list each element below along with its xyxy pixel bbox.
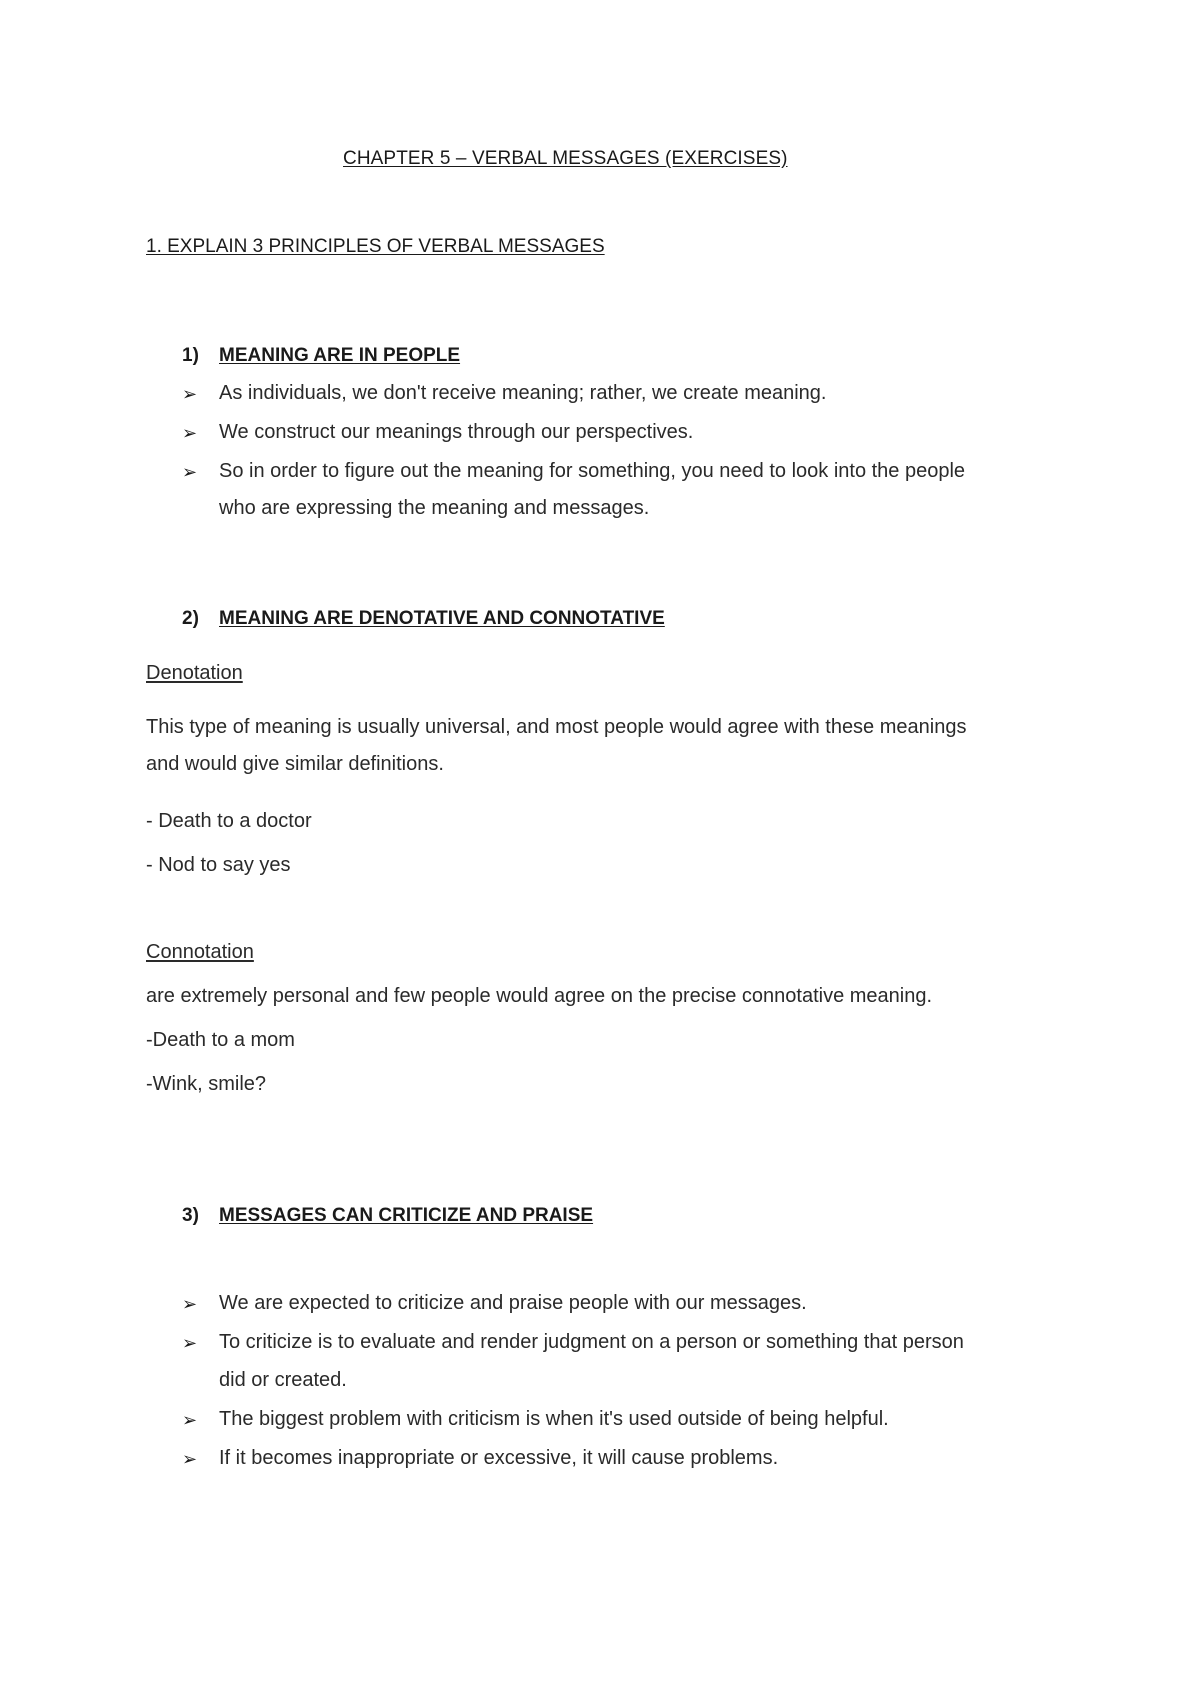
bullet-text-continued: who are expressing the meaning and messages. — [219, 497, 650, 519]
denotation-example: - Nod to say yes — [146, 854, 291, 876]
bullet-text: The biggest problem with criticism is when it's used outside of being helpful. — [219, 1408, 889, 1430]
denotation-label: Denotation — [146, 662, 243, 684]
bullet-text: So in order to figure out the meaning for something, you need to look into the people — [219, 460, 966, 482]
arrow-bullet-icon: ➢ — [182, 1449, 198, 1469]
arrow-bullet-icon: ➢ — [182, 1294, 198, 1314]
section-number: 3) — [182, 1205, 199, 1226]
arrow-bullet-icon: ➢ — [182, 423, 198, 443]
denotation-example: - Death to a doctor — [146, 810, 312, 832]
bullet-text: To criticize is to evaluate and render judgment on a person or something that person — [219, 1331, 964, 1353]
document-title: CHAPTER 5 – VERBAL MESSAGES (EXERCISES) — [343, 148, 788, 169]
question-heading: 1. EXPLAIN 3 PRINCIPLES OF VERBAL MESSAGES — [146, 236, 605, 257]
bullet-text: We construct our meanings through our perspectives. — [219, 421, 694, 443]
connotation-example: -Wink, smile? — [146, 1073, 267, 1095]
bullet-text: If it becomes inappropriate or excessive, it will cause problems. — [219, 1447, 779, 1469]
section-heading: MESSAGES CAN CRITICIZE AND PRAISE — [219, 1205, 594, 1226]
connotation-label: Connotation — [146, 941, 254, 963]
section-heading: MEANING ARE IN PEOPLE — [219, 345, 461, 366]
denotation-text: and would give similar definitions. — [146, 753, 444, 775]
section-number: 1) — [182, 345, 199, 366]
section-heading: MEANING ARE DENOTATIVE AND CONNOTATIVE — [219, 608, 665, 629]
section-number: 2) — [182, 608, 199, 629]
arrow-bullet-icon: ➢ — [182, 462, 198, 482]
arrow-bullet-icon: ➢ — [182, 1333, 198, 1353]
bullet-text: We are expected to criticize and praise people with our messages. — [219, 1292, 807, 1314]
connotation-example: -Death to a mom — [146, 1029, 295, 1051]
bullet-text: As individuals, we don't receive meaning; rather, we create meaning. — [219, 382, 827, 404]
denotation-text: This type of meaning is usually universal, and most people would agree with these meanings — [146, 716, 967, 738]
arrow-bullet-icon: ➢ — [182, 1410, 198, 1430]
bullet-text-continued: did or created. — [219, 1369, 347, 1391]
connotation-text: are extremely personal and few people would agree on the precise connotative meaning. — [146, 985, 933, 1007]
arrow-bullet-icon: ➢ — [182, 384, 198, 404]
